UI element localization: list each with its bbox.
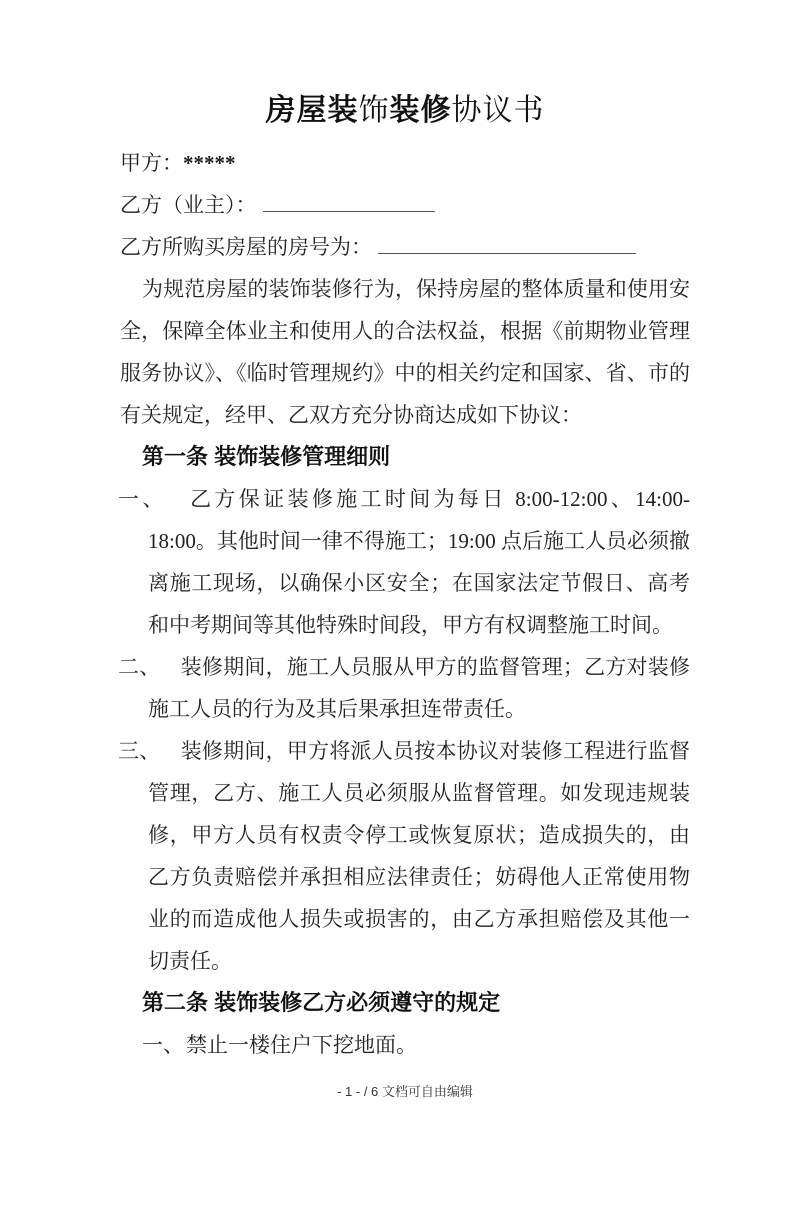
item-text: 装修期间，施工人员服从甲方的监督管理；乙方对装修施工人员的行为及其后果承担连带责任。 — [148, 655, 691, 721]
section-2-heading: 第二条 装饰装修乙方必须遵守的规定 — [142, 990, 501, 1015]
title-segment: 装修 — [389, 94, 452, 127]
house-no-label: 乙方所购买房屋的房号为： — [120, 235, 372, 259]
section-1-heading: 第一条 装饰装修管理细则 — [142, 444, 391, 469]
item-number: 一、 — [142, 1033, 184, 1057]
party-b-label: 乙方（业主）： — [120, 193, 257, 217]
item-text: 禁止一楼住户下挖地面。 — [186, 1033, 417, 1057]
title-segment: 饰 — [358, 94, 390, 127]
section-1-item-3 — [118, 730, 691, 982]
house-no-line — [120, 226, 690, 268]
title-segment: 协议书 — [451, 94, 545, 127]
section-1-item-1 — [118, 478, 690, 646]
item-number: 三、 — [118, 739, 161, 763]
parties-block — [120, 142, 690, 268]
item-number: 一、 — [118, 487, 167, 511]
preamble-paragraph: 为规范房屋的装饰装修行为，保持房屋的整体质量和使用安全，保障全体业主和使用人的合法权益，根据《前期物业管理服务协议》、《临时管理规约》中的相关约定和国家、省、市的有关规定，经甲、乙双方充分协商达成如下协议： — [120, 277, 690, 427]
document-title — [120, 92, 690, 130]
party-b-line — [120, 184, 690, 226]
document-page — [0, 92, 800, 1224]
house-no-blank-line — [378, 231, 636, 254]
party-a-value: ***** — [183, 151, 236, 175]
section-2-item-1 — [142, 1024, 690, 1066]
item-number: 二、 — [118, 655, 161, 679]
party-a-line — [120, 142, 690, 184]
page-footer: - 1 - / 6 文档可自由编辑 — [337, 1084, 473, 1099]
item-text: 装修期间，甲方将派人员按本协议对装修工程进行监督管理，乙方、施工人员必须服从监督管理。如发现违规装修，甲方人员有权责令停工或恢复原状；造成损失的，由乙方负责赔偿并承担相应法律责任；妨碍他人正常使用物业的而造成他人损失或损害的，由乙方承担赔偿及其他一切责任。 — [148, 739, 691, 973]
section-1-item-2 — [118, 646, 691, 730]
party-b-blank-line — [263, 189, 435, 212]
title-segment: 房屋装 — [265, 94, 359, 127]
item-text: 乙方保证装修施工时间为每日 8:00-12:00、14:00-18:00。其他时间一律不得施工；19:00 点后施工人员必须撤离施工现场，以确保小区安全；在国家法定节假日、高考和中考期间等其他特殊时间段，甲方有权调整施工时间。 — [148, 487, 690, 637]
party-a-label: 甲方： — [120, 151, 183, 175]
